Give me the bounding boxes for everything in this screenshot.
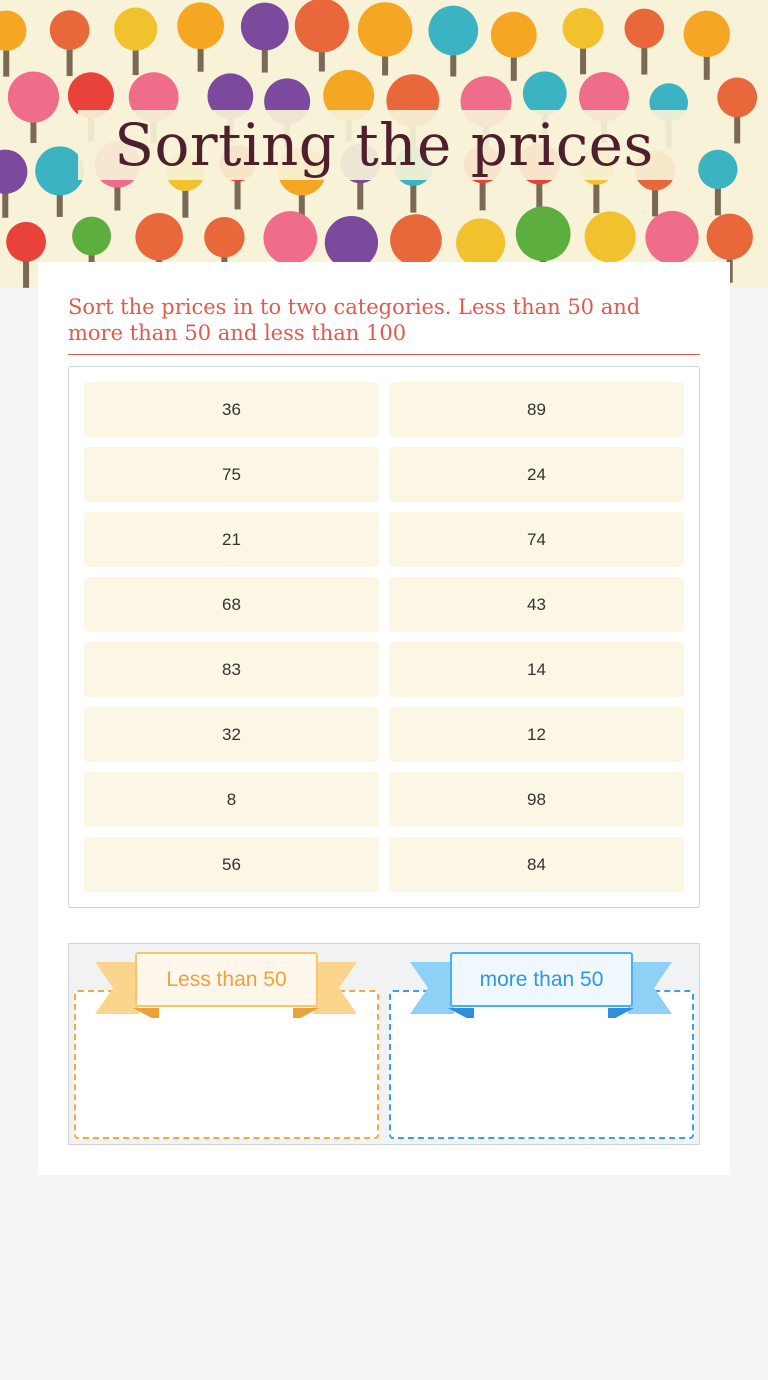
draggable-price-tile[interactable]: 43 bbox=[389, 577, 684, 632]
draggable-price-tile[interactable]: 75 bbox=[84, 447, 379, 502]
draggable-price-tile[interactable]: 32 bbox=[84, 707, 379, 762]
page-title: Sorting the prices bbox=[114, 111, 654, 179]
items-container bbox=[68, 366, 700, 908]
tree-crown-icon bbox=[0, 10, 26, 50]
tree-crown-icon bbox=[491, 12, 537, 58]
tree-crown-icon bbox=[684, 11, 730, 57]
header-banner bbox=[0, 0, 768, 288]
tree-crown-icon bbox=[263, 211, 317, 265]
category-label-less-than-50: Less than 50 bbox=[135, 952, 318, 1007]
tree-crown-icon bbox=[8, 71, 59, 122]
tree-crown-icon bbox=[35, 146, 84, 195]
tree-crown-icon bbox=[0, 150, 27, 194]
tree-crown-icon bbox=[295, 0, 349, 53]
draggable-price-tile[interactable]: 83 bbox=[84, 642, 379, 697]
tree-crown-icon bbox=[645, 211, 698, 264]
draggable-price-tile[interactable]: 74 bbox=[389, 512, 684, 567]
tree-crown-icon bbox=[624, 9, 664, 49]
tree-crown-icon bbox=[707, 214, 753, 260]
tree-crown-icon bbox=[135, 213, 182, 260]
draggable-price-tile[interactable]: 14 bbox=[389, 642, 684, 697]
draggable-price-tile[interactable]: 84 bbox=[389, 837, 684, 892]
tree-crown-icon bbox=[523, 71, 567, 115]
worksheet-card bbox=[38, 262, 730, 1175]
draggable-price-tile[interactable]: 56 bbox=[84, 837, 379, 892]
draggable-price-tile[interactable]: 24 bbox=[389, 447, 684, 502]
category-drop-area bbox=[68, 943, 700, 1145]
tree-crown-icon bbox=[585, 211, 636, 262]
tree-crown-icon bbox=[50, 10, 90, 50]
tree-crown-icon bbox=[698, 150, 737, 189]
tree-crown-icon bbox=[390, 214, 442, 266]
tree-crown-icon bbox=[204, 217, 244, 257]
title-box bbox=[78, 110, 690, 180]
tree-crown-icon bbox=[516, 206, 571, 261]
tree-crown-icon bbox=[241, 3, 289, 51]
tree-crown-icon bbox=[72, 217, 111, 256]
instruction-text: Sort the prices in to two categories. Less than 50 and more than 50 and less than 100 bbox=[68, 295, 641, 345]
draggable-price-tile[interactable]: 36 bbox=[84, 382, 379, 437]
tree-crown-icon bbox=[717, 77, 757, 117]
draggable-price-tile[interactable]: 89 bbox=[389, 382, 684, 437]
tree-crown-icon bbox=[428, 6, 478, 56]
draggable-price-tile[interactable]: 68 bbox=[84, 577, 379, 632]
draggable-price-tile[interactable]: 8 bbox=[84, 772, 379, 827]
tree-crown-icon bbox=[456, 218, 505, 267]
category-label-more-than-50: more than 50 bbox=[450, 952, 633, 1007]
tree-crown-icon bbox=[114, 8, 157, 51]
tree-crown-icon bbox=[358, 2, 412, 56]
draggable-price-tile[interactable]: 21 bbox=[84, 512, 379, 567]
tree-crown-icon bbox=[177, 2, 224, 49]
instruction-divider bbox=[68, 354, 700, 355]
tree-crown-icon bbox=[563, 8, 604, 49]
tree-crown-icon bbox=[6, 222, 46, 262]
draggable-price-tile[interactable]: 98 bbox=[389, 772, 684, 827]
draggable-price-tile[interactable]: 12 bbox=[389, 707, 684, 762]
